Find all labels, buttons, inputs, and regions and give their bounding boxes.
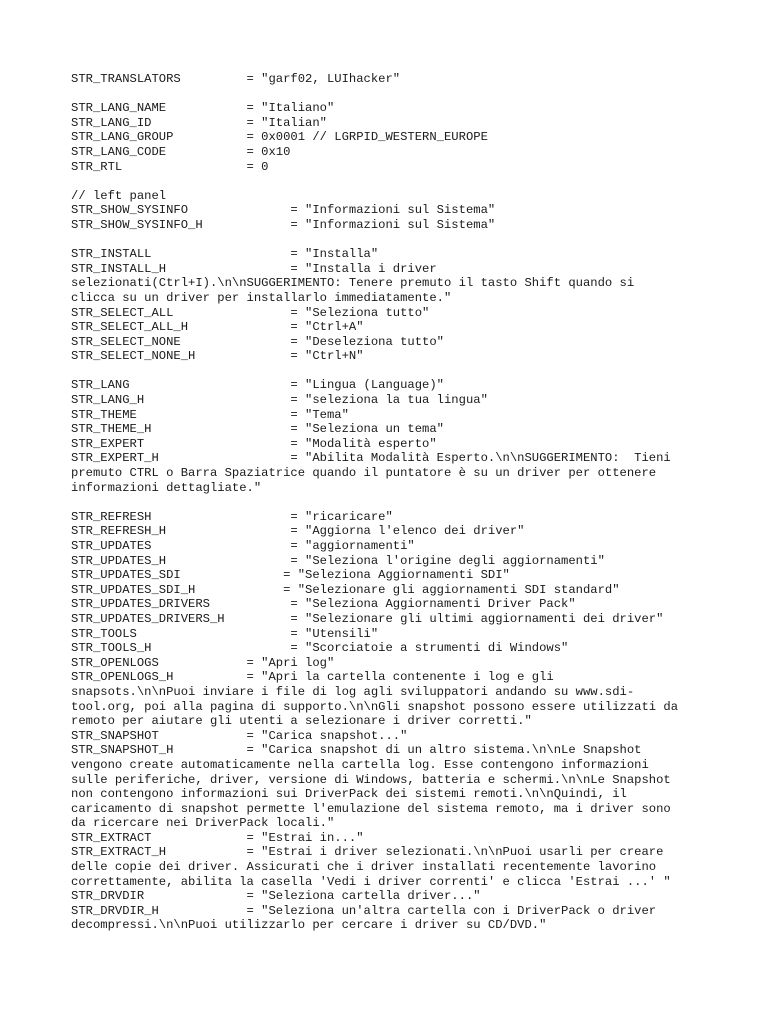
text-line: remoto per aiutare gli utenti a selezionare i driver corretti." — [71, 714, 532, 729]
text-line: STR_SELECT_ALL = "Seleziona tutto" — [71, 305, 430, 320]
text-line: STR_SELECT_NONE_H = "Ctrl+N" — [71, 349, 364, 364]
text-line: STR_TOOLS = "Utensili" — [71, 626, 379, 641]
text-line: caricamento di snapshot permette l'emulazione del sistema remoto, ma i driver sono — [71, 801, 671, 816]
text-line: STR_UPDATES_DRIVERS_H = "Selezionare gli ultimi aggiornamenti dei driver" — [71, 611, 664, 626]
text-line: STR_TRANSLATORS = "garf02, LUIhacker" — [71, 72, 401, 86]
text-line: snapsots.\n\nPuoi inviare i file di log agli sviluppatori andando su www.sdi- — [71, 684, 635, 699]
blank-line — [71, 364, 751, 379]
text-line: STR_REFRESH = "ricaricare" — [71, 509, 393, 524]
text-line: STR_SNAPSHOT_H = "Carica snapshot di un altro sistema.\n\nLe Snapshot — [71, 743, 642, 758]
text-line: // left panel — [71, 188, 167, 203]
text-line: tool.org, poi alla pagina di supporto.\n\nGli snapshot possono essere utilizzati da — [71, 699, 679, 714]
text-line: clicca su un driver per installarlo immediatamente." — [71, 290, 452, 305]
text-line: STR_THEME_H = "Seleziona un tema" — [71, 422, 444, 437]
text-line: STR_UPDATES_H = "Seleziona l'origine degli aggiornamenti" — [71, 553, 605, 568]
text-line: STR_LANG_ID = "Italian" — [71, 115, 327, 130]
text-line: STR_REFRESH_H = "Aggiorna l'elenco dei driver" — [71, 524, 525, 539]
text-line: delle copie dei driver. Assicurati che i driver installati recentemente lavorino — [71, 860, 657, 875]
text-line: STR_EXPERT = "Modalità esperto" — [71, 436, 437, 451]
text-line: STR_UPDATES = "aggiornamenti" — [71, 539, 415, 553]
text-line: STR_DRVDIR_H = "Seleziona un'altra cartella con i DriverPack o driver — [71, 903, 657, 918]
text-line: STR_OPENLOGS = "Apri log" — [71, 655, 335, 670]
text-line: STR_EXPERT_H = "Abilita Modalità Esperto.\n\nSUGGERIMENTO: Tieni — [71, 451, 671, 466]
text-line: STR_UPDATES_SDI = "Seleziona Aggiornamenti SDI" — [71, 568, 510, 583]
text-line: STR_THEME = "Tema" — [71, 407, 349, 422]
blank-line — [71, 233, 751, 248]
text-line: STR_INSTALL_H = "Installa i driver — [71, 261, 437, 276]
blank-line — [71, 495, 751, 510]
text-line: STR_SNAPSHOT = "Carica snapshot..." — [71, 728, 408, 743]
text-line: selezionati(Ctrl+I).\n\nSUGGERIMENTO: Tenere premuto il tasto Shift quando si — [71, 276, 635, 291]
text-line: correttamente, abilita la casella 'Vedi i driver correnti' e clicca 'Estrai ...' " — [71, 874, 671, 889]
text-line: STR_SELECT_NONE = "Deseleziona tutto" — [71, 334, 444, 349]
blank-line — [71, 174, 751, 189]
text-line: STR_LANG_CODE = 0x10 — [71, 144, 291, 159]
text-line: STR_OPENLOGS_H = "Apri la cartella contenente i log e gli — [71, 670, 554, 685]
blank-line — [71, 87, 751, 102]
text-line: STR_INSTALL = "Installa" — [71, 247, 379, 262]
text-line: STR_LANG_H = "seleziona la tua lingua" — [71, 393, 488, 408]
text-line: STR_UPDATES_DRIVERS = "Seleziona Aggiornamenti Driver Pack" — [71, 597, 576, 612]
text-line: STR_RTL = 0 — [71, 159, 269, 174]
text-line: STR_LANG_GROUP = 0x0001 // LGRPID_WESTERN_EUROPE — [71, 130, 488, 145]
text-line: STR_SHOW_SYSINFO_H = "Informazioni sul Sistema" — [71, 217, 496, 232]
text-line: STR_SELECT_ALL_H = "Ctrl+A" — [71, 320, 364, 335]
text-line: sulle periferiche, driver, versione di Windows, batteria e schermi.\n\nLe Snapshot — [71, 772, 671, 787]
document-text — [71, 72, 751, 933]
text-line: decompressi.\n\nPuoi utilizzarlo per cercare i driver su CD/DVD." — [71, 918, 547, 933]
text-line: STR_LANG = "Lingua (Language)" — [71, 378, 444, 393]
text-line: premuto CTRL o Barra Spaziatrice quando il puntatore è su un driver per ottenere — [71, 466, 657, 481]
text-line: STR_LANG_NAME = "Italiano" — [71, 101, 335, 116]
text-line: STR_DRVDIR = "Seleziona cartella driver..." — [71, 889, 481, 904]
text-line: vengono create automaticamente nella cartella log. Esse contengono informazioni — [71, 757, 649, 772]
text-line: STR_UPDATES_SDI_H = "Selezionare gli aggiornamenti SDI standard" — [71, 582, 620, 597]
text-line: STR_SHOW_SYSINFO = "Informazioni sul Sistema" — [71, 203, 496, 218]
text-line: non contengono informazioni sui DriverPack dei sistemi remoti.\n\nQuindi, il — [71, 787, 627, 802]
text-line: STR_TOOLS_H = "Scorciatoie a strumenti di Windows" — [71, 641, 569, 656]
text-line: STR_EXTRACT_H = "Estrai i driver selezionati.\n\nPuoi usarli per creare — [71, 845, 664, 860]
text-line: da ricercare nei DriverPack locali." — [71, 816, 335, 831]
text-line: informazioni dettagliate." — [71, 480, 262, 495]
text-line: STR_EXTRACT = "Estrai in..." — [71, 830, 364, 845]
